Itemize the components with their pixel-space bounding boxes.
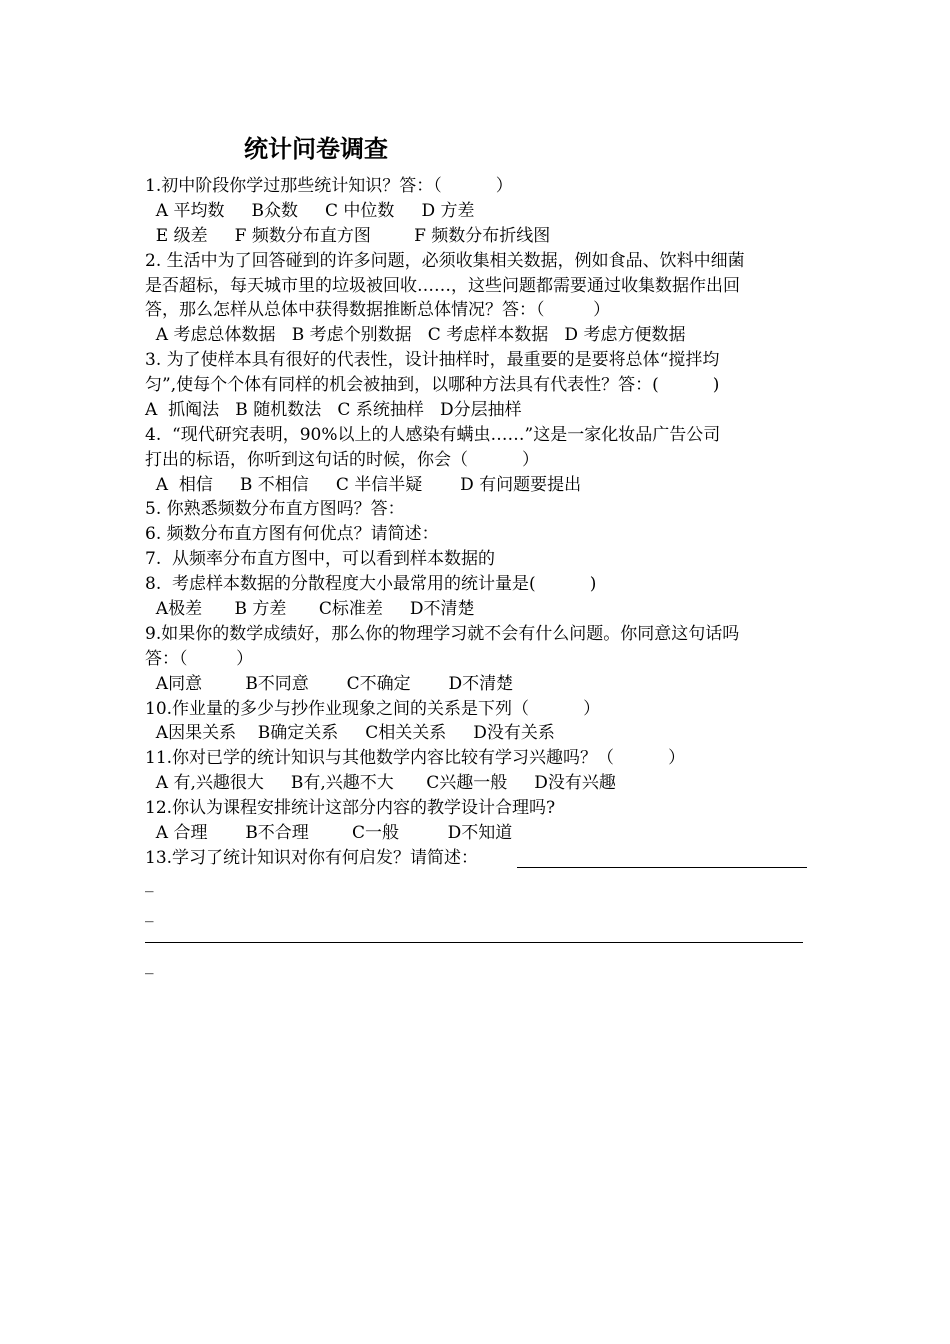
question-5: 5. 你熟悉频数分布直方图吗？答： <box>145 499 405 519</box>
page-title: 统计问卷调查 <box>244 135 388 163</box>
question-7: 7. 从频率分布直方图中，可以看到样本数据的 <box>145 549 496 569</box>
question-12-options: A 合理 B不合理 C一般 D不知道 <box>145 823 513 843</box>
question-4-options: A 相信 B 不相信 C 半信半疑 D 有问题要提出 <box>145 475 582 495</box>
question-2-options: A 考虑总体数据 B 考虑个别数据 C 考虑样本数据 D 考虑方便数据 <box>145 325 686 345</box>
question-9-line-1: 9.如果你的数学成绩好，那么你的物理学习就不会有什么问题。你同意这句话吗 <box>145 624 740 644</box>
question-12: 12.你认为课程安排统计这部分内容的教学设计合理吗? <box>145 798 556 818</box>
question-3-line-2: 匀”,使每个个体有同样的机会被抽到，以哪种方法具有代表性？答：( ) <box>145 375 720 395</box>
question-8: 8. 考虑样本数据的分散程度大小最常用的统计量是( ) <box>145 574 597 594</box>
question-10-options: A因果关系 B确定关系 C相关关系 D没有关系 <box>145 723 555 743</box>
question-6: 6. 频数分布直方图有何优点？请简述： <box>145 524 439 544</box>
question-11: 11.你对已学的统计知识与其他数学内容比较有学习兴趣吗？（ ） <box>145 748 686 768</box>
answer-line-mark-1: _ <box>145 873 154 893</box>
question-1-options-b: E 级差 F 频数分布直方图 F 频数分布折线图 <box>145 226 551 246</box>
question-3-options: A 抓阄法 B 随机数法 C 系统抽样 D分层抽样 <box>145 400 522 420</box>
question-2-line-1: 2. 生活中为了回答碰到的许多问题，必须收集相关数据，例如食品、饮料中细菌 <box>145 251 745 271</box>
answer-line-mark-2: _ <box>145 903 154 923</box>
answer-underline-1 <box>517 867 807 868</box>
question-11-options: A 有,兴趣很大 B有,兴趣不大 C兴趣一般 D没有兴趣 <box>145 773 616 793</box>
question-2-line-3: 答，那么怎样从总体中获得数据推断总体情况？答：（ ） <box>145 300 611 320</box>
question-8-options: A极差 B 方差 C标准差 D不清楚 <box>145 599 475 619</box>
question-1: 1.初中阶段你学过那些统计知识？答：（ ） <box>145 176 513 196</box>
answer-line-mark-3: _ <box>145 955 154 975</box>
question-4-line-2: 打出的标语，你听到这句话的时候，你会（ ） <box>145 450 540 470</box>
question-4-line-1: 4. “现代研究表明，90%以上的人感染有螨虫……”这是一家化妆品广告公司 <box>145 425 721 445</box>
question-1-options-a: A 平均数 B众数 C 中位数 D 方差 <box>145 201 475 221</box>
question-2-line-2: 是否超标，每天城市里的垃圾被回收……，这些问题都需要通过收集数据作出回 <box>145 276 740 296</box>
answer-underline-2 <box>145 942 803 943</box>
question-9-options: A同意 B不同意 C不确定 D不清楚 <box>145 674 514 694</box>
question-9-line-2: 答：（ ） <box>145 649 254 669</box>
question-3-line-1: 3. 为了使样本具有很好的代表性，设计抽样时，最重要的是要将总体“搅拌均 <box>145 350 720 370</box>
question-13: 13.学习了统计知识对你有何启发？请简述： <box>145 848 479 868</box>
question-10: 10.作业量的多少与抄作业现象之间的关系是下列（ ） <box>145 699 601 719</box>
